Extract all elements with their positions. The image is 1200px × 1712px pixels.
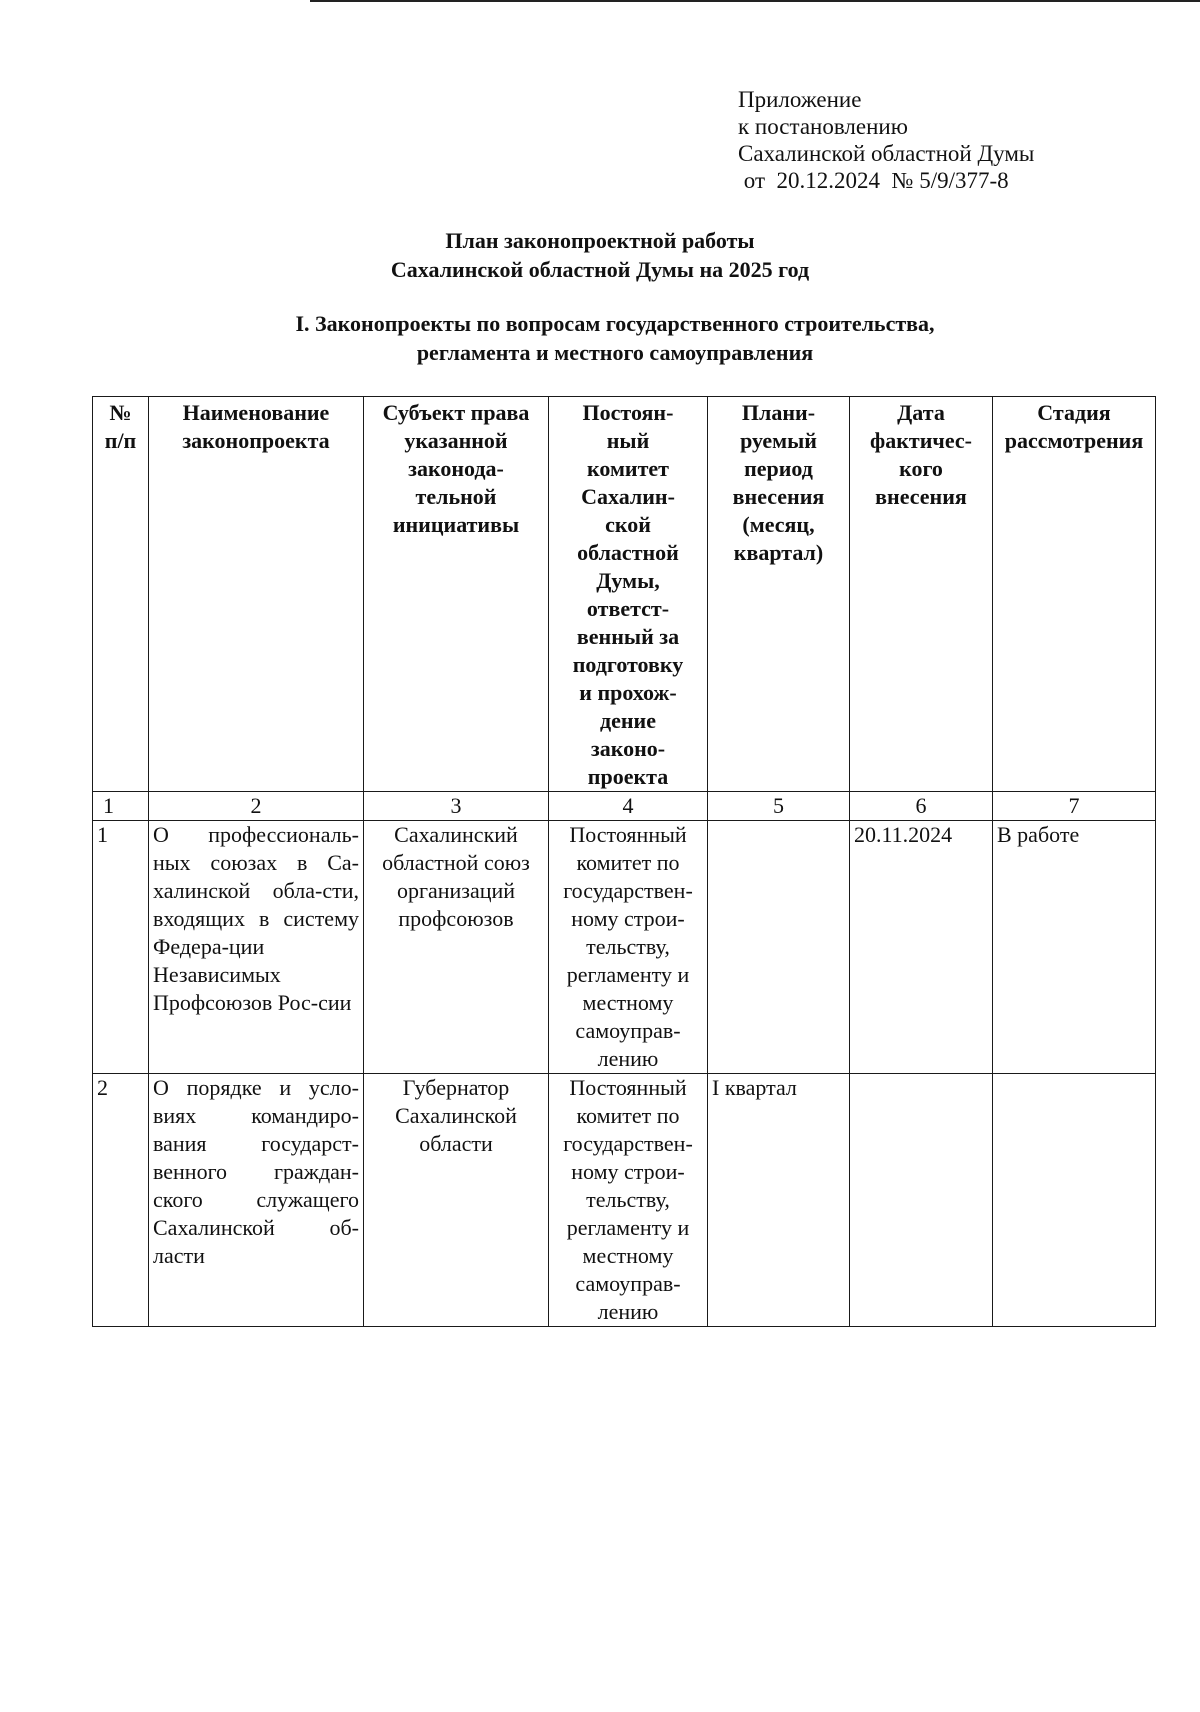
header-committee <box>549 397 708 792</box>
column-number: 3 <box>364 792 549 821</box>
attachment-block <box>738 86 1034 194</box>
initiative-subject: Губернатор Сахалинской области <box>364 1074 549 1327</box>
header-initiative-subject-text: Субъект права указанной законода- тельной инициативы <box>382 400 530 537</box>
column-number: 4 <box>549 792 708 821</box>
responsible-committee: Постоянный комитет по государствен-ному строи-тельству, регламенту и местному самоуправ-лению <box>549 1074 708 1327</box>
column-number: 5 <box>708 792 850 821</box>
header-bill-name <box>149 397 364 792</box>
column-number: 2 <box>149 792 364 821</box>
bills-table <box>92 396 1156 1327</box>
header-planned-period-text: Плани- руемый период внесения (месяц, квартал) <box>732 400 825 565</box>
attachment-line-1: Приложение <box>738 87 862 112</box>
column-number: 6 <box>850 792 993 821</box>
header-stage <box>993 397 1156 792</box>
column-number: 7 <box>993 792 1156 821</box>
attachment-line-2: к постановлению <box>738 114 908 139</box>
bill-name: О профессиональ-ных союзах в Са-халинской обла-сти, входящих в систему Федера-ции Независимых Профсоюзов Рос-сии <box>149 821 364 1074</box>
header-number <box>93 397 149 792</box>
actual-date: 20.11.2024 <box>850 821 993 1074</box>
row-number: 1 <box>93 821 149 1074</box>
table-row <box>93 1074 1156 1327</box>
column-number-row <box>93 792 1156 821</box>
actual-date <box>850 1074 993 1327</box>
section-heading-line-1: I. Законопроекты по вопросам государственного строительства, <box>295 311 935 336</box>
responsible-committee: Постоянный комитет по государствен-ному строи-тельству, регламенту и местному самоуправ-лению <box>549 821 708 1074</box>
initiative-subject: Сахалинский областной союз организаций профсоюзов <box>364 821 549 1074</box>
header-stage-text: Стадия рассмотрения <box>1004 400 1144 453</box>
header-initiative-subject <box>364 397 549 792</box>
header-actual-date <box>850 397 993 792</box>
header-committee-text: Постоян- ный комитет Сахалин- ской областной Думы, ответст- венный за подготовку и прохож- дение законо- проекта <box>572 400 684 789</box>
header-bill-name-text: Наименование законопроекта <box>182 400 330 453</box>
section-heading <box>0 309 1200 367</box>
table-header-row <box>93 397 1156 792</box>
review-stage <box>993 1074 1156 1327</box>
planned-period: I квартал <box>708 1074 850 1327</box>
section-heading-line-2: регламента и местного самоуправления <box>416 340 814 365</box>
document-title-line-2: Сахалинской областной Думы на 2025 год <box>390 257 810 282</box>
document-title <box>0 226 1200 284</box>
table-row <box>93 821 1156 1074</box>
review-stage: В работе <box>993 821 1156 1074</box>
attachment-line-4: от 20.12.2024 № 5/9/377-8 <box>738 168 1009 193</box>
header-number-text: № п/п <box>104 400 137 453</box>
planned-period <box>708 821 850 1074</box>
row-number: 2 <box>93 1074 149 1327</box>
header-actual-date-text: Дата фактичес- кого внесения <box>870 400 972 509</box>
column-number: 1 <box>93 792 149 821</box>
attachment-line-3: Сахалинской областной Думы <box>738 141 1035 166</box>
header-planned-period <box>708 397 850 792</box>
document-title-line-1: План законопроектной работы <box>445 228 755 253</box>
bill-name: О порядке и усло-виях командиро-вания государст-венного граждан-ского служащего Сахалинской об-ласти <box>149 1074 364 1327</box>
scan-top-border <box>310 0 1200 2</box>
